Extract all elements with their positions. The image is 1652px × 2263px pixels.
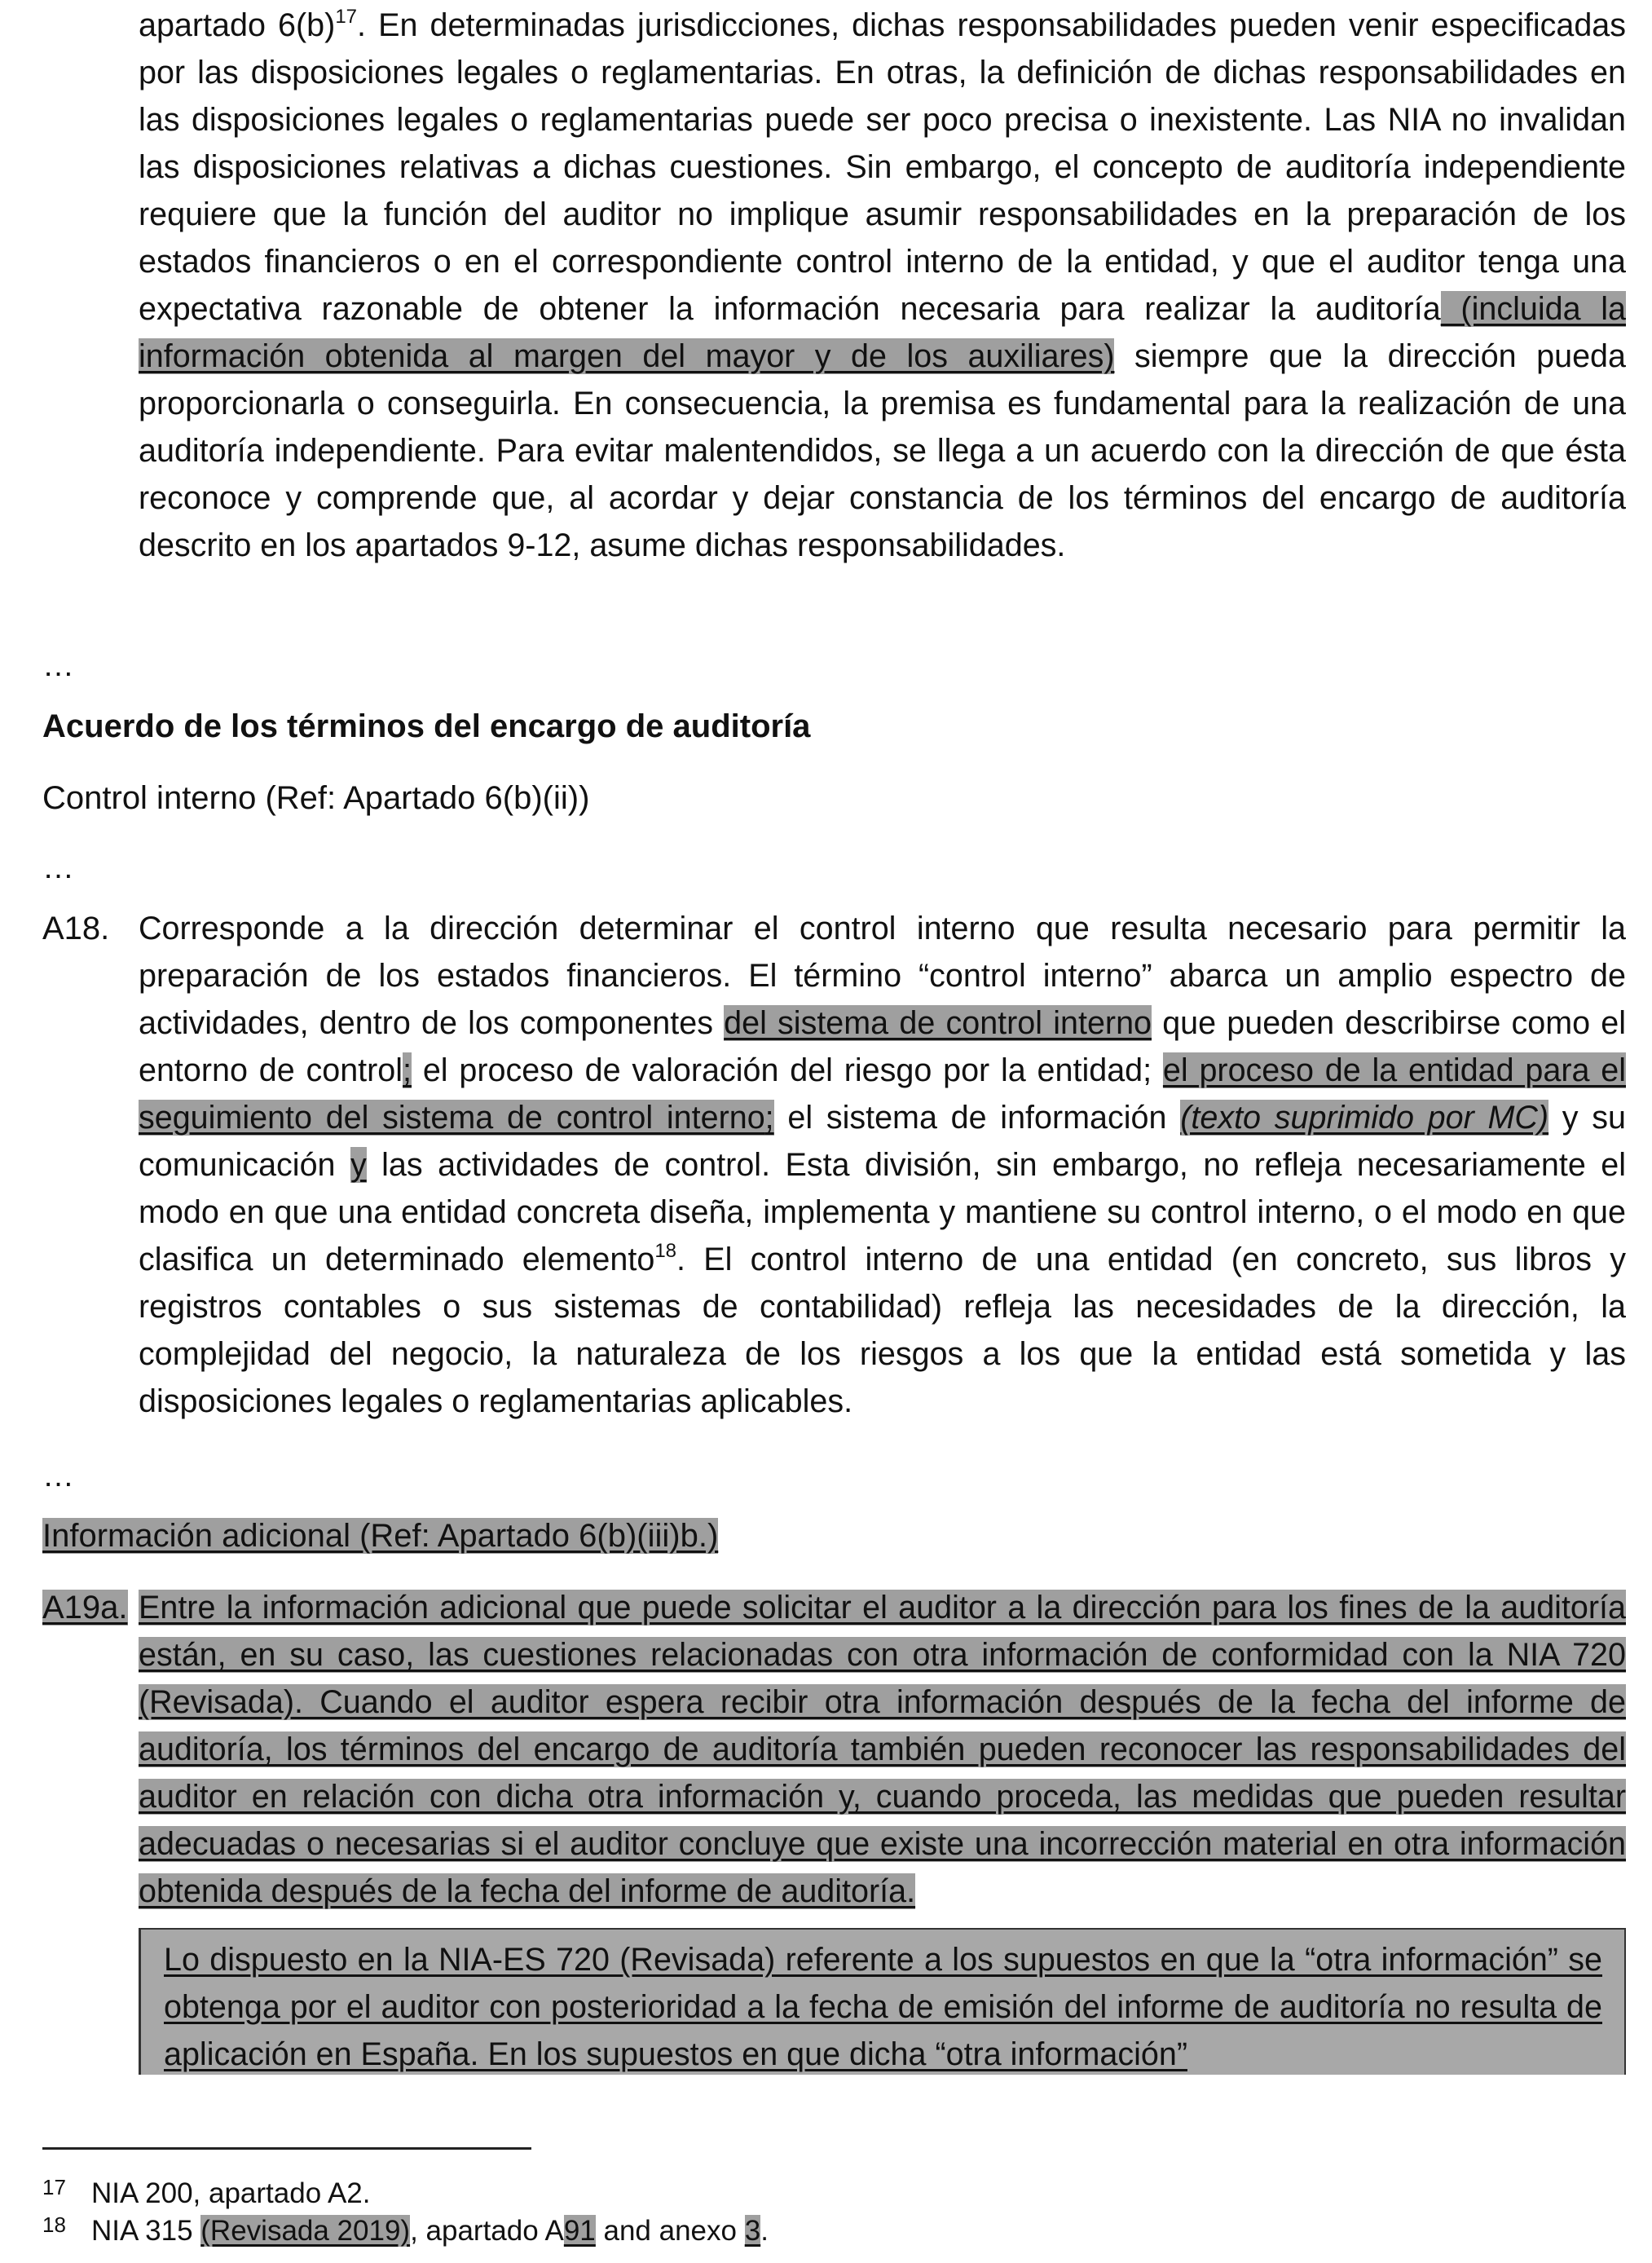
a18-text-3: el proceso de valoración del riesgo por la entidad; <box>412 1052 1163 1088</box>
paragraph-a19a <box>139 1584 1626 1915</box>
info-heading <box>42 1512 718 1559</box>
section-heading: Acuerdo de los términos del encargo de auditoría <box>42 708 811 744</box>
footnote-text-17: NIA 200, apartado A2. <box>91 2177 371 2209</box>
info-heading-text: Información adicional (Ref: Apartado 6(b)(iii)b.) <box>42 1518 719 1554</box>
footnote-18-text-d: . <box>760 2215 769 2247</box>
footnote-18-highlight-3: 3 <box>744 2215 761 2247</box>
footnote-18-text-a: NIA 315 <box>91 2215 201 2247</box>
a18-text-1: Corresponde a la dirección determinar el control interno que resulta necesario para permitir la preparación de los estados financieros. El término “control interno” abarca un amplio espectro de actividades, dentro de los componentes <box>139 911 1626 1041</box>
a18-text-5: y su comunicación <box>139 1100 1626 1183</box>
footnote-ref-17[interactable]: 17 <box>335 6 358 28</box>
spain-note-box <box>139 1928 1626 2075</box>
footnote-18 <box>42 2206 769 2250</box>
footnote-18-highlight-2: 91 <box>563 2215 596 2247</box>
a18-text-7: . El control interno de una entidad (en concreto, sus libros y registros contables o sus sistemas de contabilidad) refleja las necesidades de la dirección, la complejidad del negocio, la naturaleza de los riesgos a los que la entidad está sometida y las disposiciones legales o reglamentarias aplicables. <box>139 1242 1626 1419</box>
a18-highlight-2: ; <box>403 1052 412 1088</box>
subsection-heading: Control interno (Ref: Apartado 6(b)(ii)) <box>42 780 590 816</box>
a18-highlight-5: y <box>350 1147 367 1183</box>
paragraph-label-a18: A18. <box>42 911 110 946</box>
a19a-label-text: A19a. <box>42 1590 128 1626</box>
footnote-ref-18[interactable]: 18 <box>654 1240 677 1262</box>
footnote-18-text-b: , apartado A <box>410 2215 564 2247</box>
intro-text-2: . En determinadas jurisdicciones, dichas responsabilidades pueden venir especificadas por las disposiciones legales o reglamentarias. En otras, la definición de dichas responsabilidades en las disposiciones legales o reglamentarias puede ser poco precisa o inexistente. Las NIA no invalidan las disposiciones relativas a dichas cuestiones. Sin embargo, el concepto de auditoría independiente requiere que la función del auditor no implique asumir responsabilidades en la preparación de los estados financieros o en el correspondiente control interno de la entidad, y que el auditor tenga una expectativa razonable de obtener la información necesaria para realizar la auditoría <box>139 7 1627 327</box>
intro-text-1: apartado 6(b) <box>139 7 336 43</box>
ellipsis-1: … <box>42 648 74 683</box>
a18-highlight-3b: ; <box>764 1100 774 1136</box>
paragraph-label-a19a <box>42 1584 128 1631</box>
a18-text-2: que pueden describirse como el entorno de control <box>139 1005 1627 1088</box>
a18-highlight-4: (texto suprimido por MC) <box>1180 1100 1549 1136</box>
intro-text-3: siempre que la dirección pueda proporcionarla o conseguirla. En consecuencia, la premisa es fundamental para la realización de una auditoría independiente. Para evitar malentendidos, se llega a un acuerdo con la dirección de que ésta reconoce y comprende que, al acordar y dejar constancia de los términos del encargo de auditoría descrito en los apartados 9-12, asume dichas responsabilidades. <box>139 338 1626 563</box>
paragraph-a18 <box>139 905 1626 1425</box>
intro-paragraph <box>139 2 1626 569</box>
a18-text-6: las actividades de control. Esta división, sin embargo, no refleja necesariamente el modo en que una entidad concreta diseña, implementa y mantiene su control interno, o el modo en que clasifica un determinado elemento <box>139 1147 1626 1277</box>
a18-text-4: el sistema de información <box>773 1100 1181 1136</box>
footnote-18-text-c: and anexo <box>595 2215 745 2247</box>
a18-highlight-3: el proceso de la entidad para el seguimiento del sistema de control interno <box>139 1052 1626 1136</box>
footnote-18-highlight-1: (Revisada 2019) <box>200 2215 411 2247</box>
ellipsis-3: … <box>42 1458 74 1493</box>
intro-highlight: (incluida la información obtenida al margen del mayor y de los auxiliares) <box>139 291 1627 374</box>
ellipsis-2: … <box>42 850 74 885</box>
spain-note-text: Lo dispuesto en la NIA-ES 720 (Revisada) referente a los supuestos en que la “otra información” se obtenga por el auditor con posterioridad a la fecha de emisión del informe de auditoría no resulta de aplicación en España. En los supuestos en que dicha “otra información” <box>164 1942 1602 2072</box>
a19a-text: Entre la información adicional que puede solicitar el auditor a la dirección para los fines de la auditoría están, en su caso, las cuestiones relacionadas con otra información de conformidad con la NIA 720 (Revisada). Cuando el auditor espera recibir otra información después de la fecha del informe de auditoría, los términos del encargo de auditoría también pueden reconocer las responsabilidades del auditor en relación con dicha otra información y, cuando proceda, las medidas que pueden resultar adecuadas o necesarias si el auditor concluye que existe una incorrección material en otra información obtenida después de la fecha del informe de auditoría. <box>139 1590 1626 1909</box>
footnote-separator <box>42 2147 531 2150</box>
footnote-number-17: 17 <box>42 2175 66 2199</box>
a18-highlight-1: del sistema de control interno <box>724 1005 1152 1041</box>
footnote-number-18: 18 <box>42 2212 66 2237</box>
